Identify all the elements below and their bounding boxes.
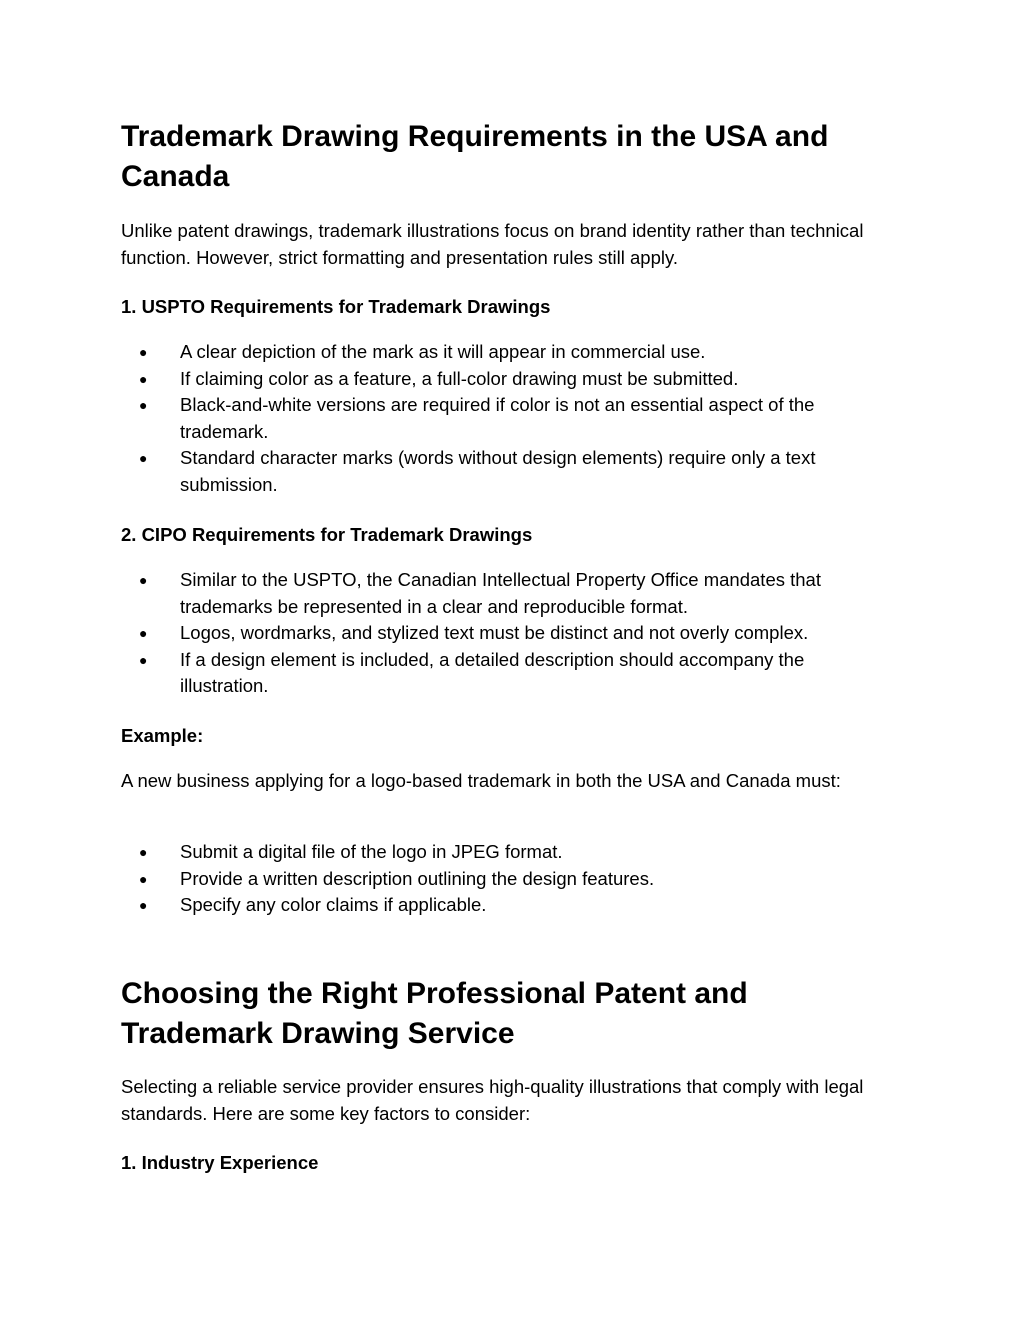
list-item: ● Provide a written description outlining the design features.	[121, 866, 891, 893]
example-list	[121, 839, 891, 919]
bullet-icon: ●	[139, 450, 148, 466]
bullet-icon: ●	[139, 370, 148, 387]
cipo-heading: 2. CIPO Requirements for Trademark Drawings	[121, 524, 533, 545]
list-item: ● Submit a digital file of the logo in JPEG format.	[121, 839, 891, 866]
list-item: ● Logos, wordmarks, and stylized text must be distinct and not overly complex.	[121, 620, 891, 647]
bullet-icon: ●	[139, 625, 148, 641]
section-heading-choosing-service: Choosing the Right Professional Patent and Trademark Drawing Service	[121, 977, 748, 1050]
bullet-icon: ●	[139, 572, 148, 588]
cipo-list	[121, 567, 891, 700]
list-item: ● Specify any color claims if applicable.	[121, 892, 891, 919]
list-item: ● Black-and-white versions are required if color is not an essential aspect of the trademark.	[139, 394, 815, 442]
uspto-heading: 1. USPTO Requirements for Trademark Drawings	[121, 296, 551, 317]
list-item: ● Similar to the USPTO, the Canadian Intellectual Property Office mandates that trademarks be represented in a clear and reproducible format.	[139, 569, 821, 617]
uspto-list	[121, 339, 891, 498]
bullet-icon: ●	[139, 870, 148, 887]
section-heading-trademark-requirements: Trademark Drawing Requirements in the USA and Canada	[121, 120, 829, 193]
bullet-icon: ●	[139, 397, 148, 413]
list-item: ● If claiming color as a feature, a full-color drawing must be submitted.	[121, 366, 891, 393]
intro-paragraph: Unlike patent drawings, trademark illustrations focus on brand identity rather than technical function. However, strict formatting and presentation rules still apply.	[121, 220, 864, 268]
list-item: ● Standard character marks (words without design elements) require only a text submission.	[139, 447, 816, 495]
example-paragraph: A new business applying for a logo-based trademark in both the USA and Canada must:	[121, 770, 841, 791]
bullet-icon: ●	[139, 651, 148, 668]
bullet-icon: ●	[139, 844, 148, 860]
industry-experience-heading: 1. Industry Experience	[121, 1152, 319, 1173]
bullet-icon: ●	[139, 344, 148, 360]
list-item: ● A clear depiction of the mark as it will appear in commercial use.	[121, 339, 891, 366]
service-intro-paragraph: Selecting a reliable service provider ensures high-quality illustrations that comply with legal standards. Here are some key factors to consider:	[121, 1076, 864, 1124]
example-heading: Example:	[121, 725, 204, 746]
bullet-icon: ●	[139, 897, 148, 913]
list-item: ● If a design element is included, a detailed description should accompany the illustration.	[139, 648, 805, 696]
